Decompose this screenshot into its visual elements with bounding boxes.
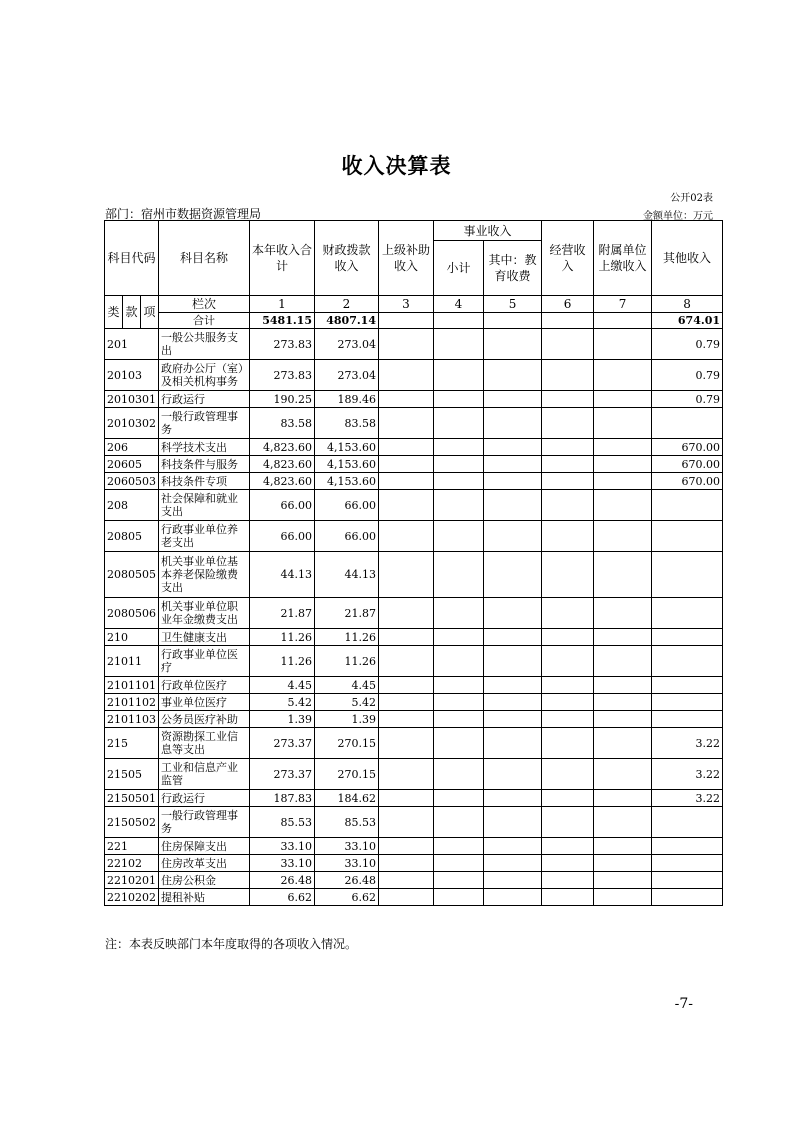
other-income-value: 3.22 xyxy=(652,759,723,790)
table-row xyxy=(105,677,723,694)
col-number: 3 xyxy=(379,296,434,313)
table-row xyxy=(105,711,723,728)
table-note: 注：本表反映部门本年度取得的各项收入情况。 xyxy=(105,937,358,951)
subject-code: 221 xyxy=(105,838,159,855)
total-income-value: 4,823.60 xyxy=(250,456,315,473)
fiscal-value: 11.26 xyxy=(315,646,379,677)
subject-code: 2210202 xyxy=(105,889,159,906)
form-number: 公开02表 xyxy=(670,193,713,204)
header-career-income: 事业收入 xyxy=(434,221,542,241)
subject-code: 2150501 xyxy=(105,790,159,807)
subject-code: 215 xyxy=(105,728,159,759)
total-income-value: 190.25 xyxy=(250,391,315,408)
other-income-value xyxy=(652,807,723,838)
subject-name: 工业和信息产业监管 xyxy=(159,759,250,790)
subject-name: 政府办公厅（室）及相关机构事务 xyxy=(159,360,250,391)
fiscal-value: 270.15 xyxy=(315,728,379,759)
table-row xyxy=(105,456,723,473)
other-income-value xyxy=(652,598,723,629)
total-income-value: 4,823.60 xyxy=(250,473,315,490)
fiscal-value: 189.46 xyxy=(315,391,379,408)
total-income-value: 6.62 xyxy=(250,889,315,906)
total-income-value: 273.83 xyxy=(250,329,315,360)
table-row xyxy=(105,790,723,807)
total-income-value: 5.42 xyxy=(250,694,315,711)
subject-name: 机关事业单位基本养老保险缴费支出 xyxy=(159,552,250,598)
col-number: 4 xyxy=(434,296,484,313)
header-other-income: 其他收入 xyxy=(652,221,723,296)
subject-code: 2150502 xyxy=(105,807,159,838)
amount-unit-label: 金额单位：万元 xyxy=(643,211,713,222)
table-row xyxy=(105,473,723,490)
header-subject-name: 科目名称 xyxy=(159,221,250,296)
table-row xyxy=(105,728,723,759)
subject-code: 2210201 xyxy=(105,872,159,889)
subject-code: 2080505 xyxy=(105,552,159,598)
table-row xyxy=(105,408,723,439)
subject-name: 住房改革支出 xyxy=(159,855,250,872)
total-income-value: 66.00 xyxy=(250,490,315,521)
total-income-value: 1.39 xyxy=(250,711,315,728)
col-number: 7 xyxy=(594,296,652,313)
other-income-value: 670.00 xyxy=(652,473,723,490)
subject-name: 卫生健康支出 xyxy=(159,629,250,646)
table-row xyxy=(105,521,723,552)
subject-code: 20103 xyxy=(105,360,159,391)
subject-name: 行政事业单位养老支出 xyxy=(159,521,250,552)
col-number: 6 xyxy=(542,296,594,313)
header-subtotal: 小计 xyxy=(434,241,484,296)
subject-name: 机关事业单位职业年金缴费支出 xyxy=(159,598,250,629)
subject-code: 201 xyxy=(105,329,159,360)
other-income-value xyxy=(652,711,723,728)
other-income-value xyxy=(652,889,723,906)
table-row xyxy=(105,629,723,646)
table-row xyxy=(105,598,723,629)
fiscal-value: 184.62 xyxy=(315,790,379,807)
subject-name: 一般行政管理事务 xyxy=(159,408,250,439)
header-superior-subsidy: 上级补助收入 xyxy=(379,221,434,296)
total-income-value: 273.37 xyxy=(250,728,315,759)
subject-code: 20805 xyxy=(105,521,159,552)
header-kuan: 款 xyxy=(123,296,141,329)
subject-name: 事业单位医疗 xyxy=(159,694,250,711)
page-title: 收入决算表 xyxy=(341,154,452,178)
subject-name: 科技条件专项 xyxy=(159,473,250,490)
fiscal-value: 33.10 xyxy=(315,838,379,855)
table-row xyxy=(105,646,723,677)
other-income-value xyxy=(652,872,723,889)
subject-code: 206 xyxy=(105,439,159,456)
subject-name: 住房保障支出 xyxy=(159,838,250,855)
header-operating-income: 经营收入 xyxy=(542,221,594,296)
subject-code: 20605 xyxy=(105,456,159,473)
total-row xyxy=(105,313,723,329)
fiscal-value: 270.15 xyxy=(315,759,379,790)
fiscal-value: 66.00 xyxy=(315,521,379,552)
page-number: -7- xyxy=(674,996,693,1012)
other-income-value xyxy=(652,677,723,694)
table-row xyxy=(105,889,723,906)
col-number: 8 xyxy=(652,296,723,313)
table-row xyxy=(105,872,723,889)
subject-name: 提租补贴 xyxy=(159,889,250,906)
col-number: 1 xyxy=(250,296,315,313)
other-income-value: 0.79 xyxy=(652,391,723,408)
subject-code: 2010302 xyxy=(105,408,159,439)
fiscal-value: 4,153.60 xyxy=(315,456,379,473)
fiscal-value: 273.04 xyxy=(315,360,379,391)
subject-code: 2101103 xyxy=(105,711,159,728)
total-income-value: 273.83 xyxy=(250,360,315,391)
table-row xyxy=(105,360,723,391)
total-income-value: 4,823.60 xyxy=(250,439,315,456)
subject-name: 资源勘探工业信息等支出 xyxy=(159,728,250,759)
table-row xyxy=(105,439,723,456)
header-lei: 类 xyxy=(105,296,123,329)
fiscal-value: 26.48 xyxy=(315,872,379,889)
other-income-value xyxy=(652,646,723,677)
total-fiscal-value: 4807.14 xyxy=(315,313,379,329)
other-income-value xyxy=(652,490,723,521)
subject-code: 21011 xyxy=(105,646,159,677)
subject-name: 行政运行 xyxy=(159,391,250,408)
total-income-value: 187.83 xyxy=(250,790,315,807)
total-label: 合计 xyxy=(159,313,250,329)
fiscal-value: 4.45 xyxy=(315,677,379,694)
table-row xyxy=(105,807,723,838)
subject-name: 一般行政管理事务 xyxy=(159,807,250,838)
total-income-value: 11.26 xyxy=(250,629,315,646)
other-income-value: 3.22 xyxy=(652,728,723,759)
subject-name: 公务员医疗补助 xyxy=(159,711,250,728)
fiscal-value: 4,153.60 xyxy=(315,473,379,490)
col-number: 2 xyxy=(315,296,379,313)
other-income-value: 670.00 xyxy=(652,456,723,473)
fiscal-value: 85.53 xyxy=(315,807,379,838)
other-income-value xyxy=(652,629,723,646)
other-income-value xyxy=(652,552,723,598)
subject-name: 科学技术支出 xyxy=(159,439,250,456)
subject-code: 210 xyxy=(105,629,159,646)
total-other-value: 674.01 xyxy=(652,313,723,329)
total-income-value: 273.37 xyxy=(250,759,315,790)
other-income-value: 3.22 xyxy=(652,790,723,807)
subject-code: 2080506 xyxy=(105,598,159,629)
table-row xyxy=(105,694,723,711)
col-number: 5 xyxy=(484,296,542,313)
total-income-value: 4.45 xyxy=(250,677,315,694)
header-affiliated-income: 附属单位上缴收入 xyxy=(594,221,652,296)
fiscal-value: 273.04 xyxy=(315,329,379,360)
fiscal-value: 21.87 xyxy=(315,598,379,629)
department-label: 部门：宿州市数据资源管理局 xyxy=(105,207,262,221)
header-total-income: 本年收入合计 xyxy=(250,221,315,296)
total-income-value: 33.10 xyxy=(250,838,315,855)
header-xiang: 项 xyxy=(141,296,159,329)
table-row xyxy=(105,838,723,855)
header-fiscal-appropriation: 财政拨款收入 xyxy=(315,221,379,296)
other-income-value xyxy=(652,408,723,439)
table-row xyxy=(105,855,723,872)
fiscal-value: 11.26 xyxy=(315,629,379,646)
header-lanci: 栏次 xyxy=(159,296,250,313)
total-income-value: 85.53 xyxy=(250,807,315,838)
total-income-value: 11.26 xyxy=(250,646,315,677)
fiscal-value: 44.13 xyxy=(315,552,379,598)
other-income-value: 0.79 xyxy=(652,360,723,391)
other-income-value xyxy=(652,694,723,711)
subject-name: 一般公共服务支出 xyxy=(159,329,250,360)
fiscal-value: 1.39 xyxy=(315,711,379,728)
header-education-fee: 其中：教育收费 xyxy=(484,241,542,296)
header-subject-code: 科目代码 xyxy=(105,221,159,296)
total-income-value: 21.87 xyxy=(250,598,315,629)
total-income-value: 5481.15 xyxy=(250,313,315,329)
income-table xyxy=(104,220,723,906)
total-income-value: 83.58 xyxy=(250,408,315,439)
other-income-value xyxy=(652,855,723,872)
total-income-value: 26.48 xyxy=(250,872,315,889)
table-row xyxy=(105,391,723,408)
subject-name: 行政单位医疗 xyxy=(159,677,250,694)
table-row xyxy=(105,759,723,790)
total-income-value: 33.10 xyxy=(250,855,315,872)
subject-name: 住房公积金 xyxy=(159,872,250,889)
subject-code: 22102 xyxy=(105,855,159,872)
subject-code: 2101101 xyxy=(105,677,159,694)
subject-code: 2010301 xyxy=(105,391,159,408)
total-income-value: 66.00 xyxy=(250,521,315,552)
table-row xyxy=(105,490,723,521)
other-income-value: 670.00 xyxy=(652,439,723,456)
subject-code: 2101102 xyxy=(105,694,159,711)
subject-name: 社会保障和就业支出 xyxy=(159,490,250,521)
fiscal-value: 33.10 xyxy=(315,855,379,872)
subject-code: 21505 xyxy=(105,759,159,790)
other-income-value xyxy=(652,521,723,552)
fiscal-value: 66.00 xyxy=(315,490,379,521)
subject-code: 2060503 xyxy=(105,473,159,490)
subject-name: 科技条件与服务 xyxy=(159,456,250,473)
other-income-value xyxy=(652,838,723,855)
fiscal-value: 83.58 xyxy=(315,408,379,439)
subject-name: 行政事业单位医疗 xyxy=(159,646,250,677)
subject-name: 行政运行 xyxy=(159,790,250,807)
table-row xyxy=(105,552,723,598)
subject-code: 208 xyxy=(105,490,159,521)
fiscal-value: 4,153.60 xyxy=(315,439,379,456)
total-income-value: 44.13 xyxy=(250,552,315,598)
table-row xyxy=(105,329,723,360)
other-income-value: 0.79 xyxy=(652,329,723,360)
fiscal-value: 5.42 xyxy=(315,694,379,711)
fiscal-value: 6.62 xyxy=(315,889,379,906)
